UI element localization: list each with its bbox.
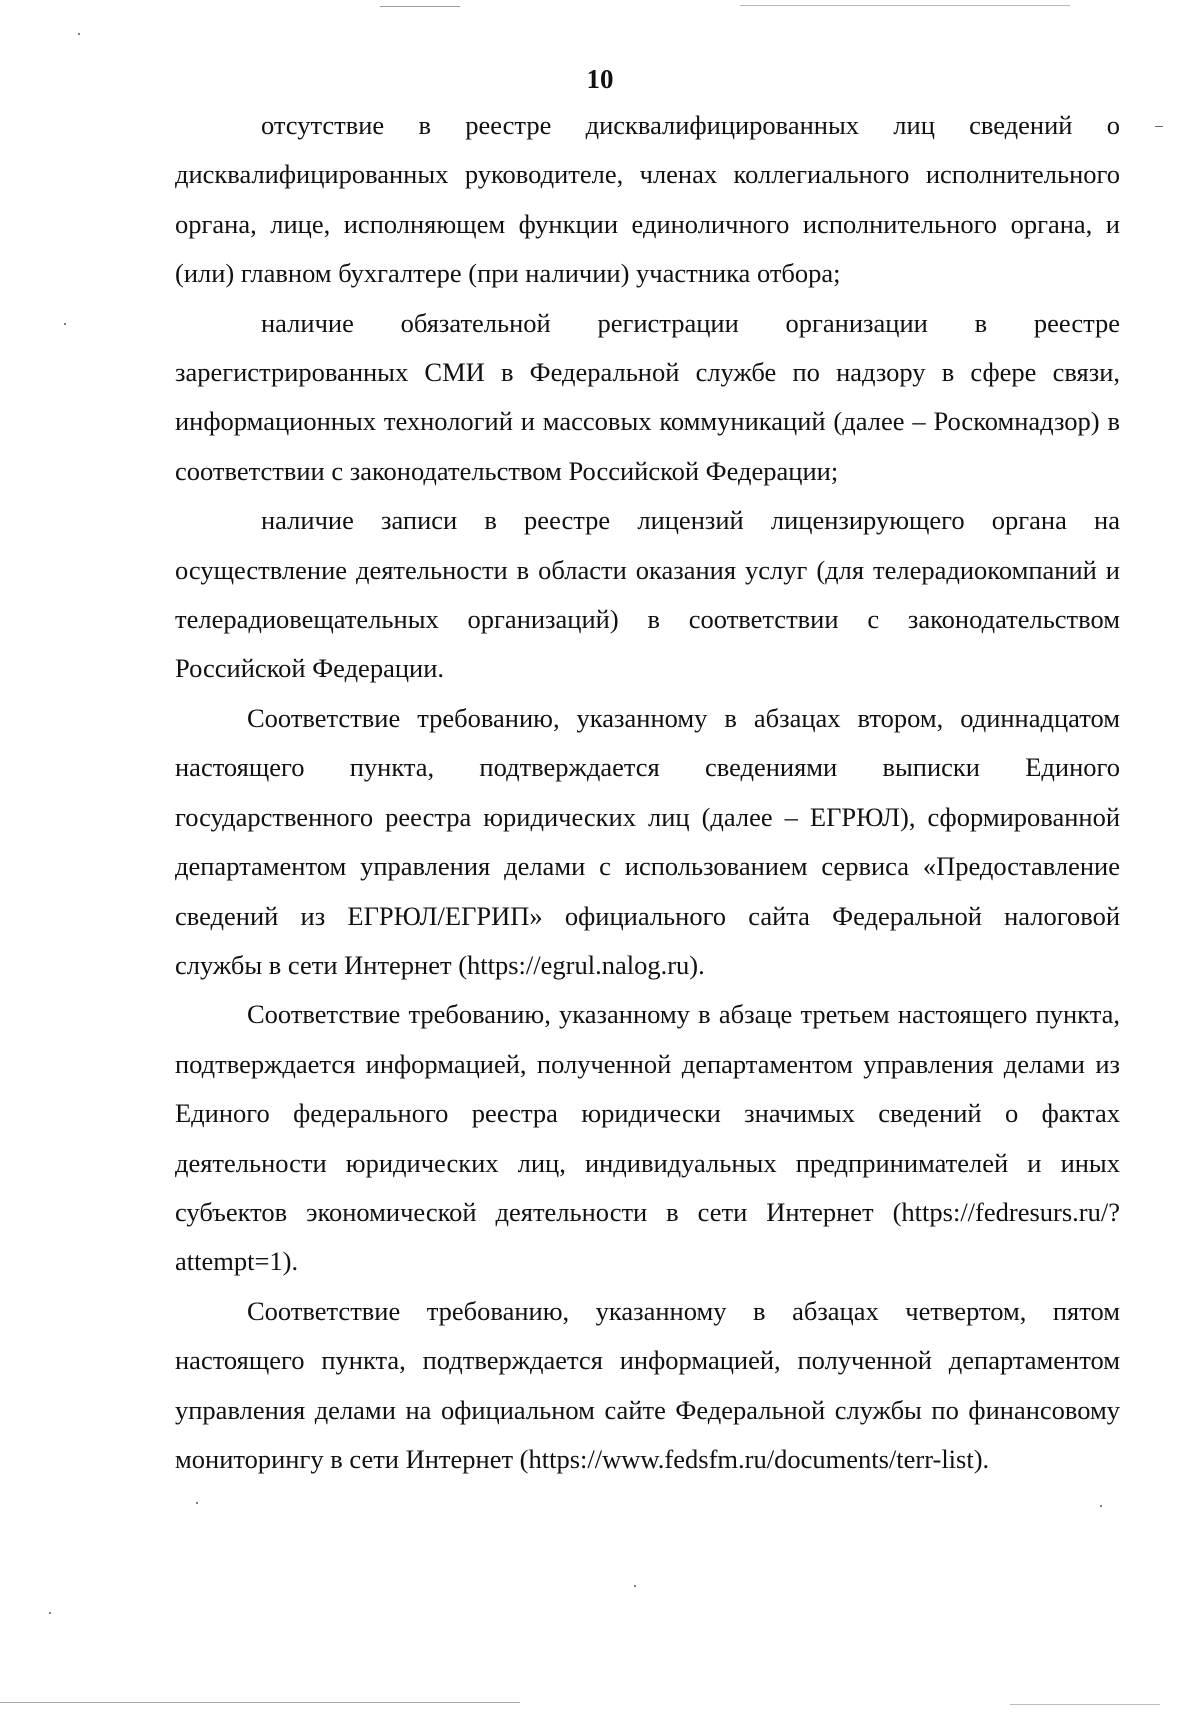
paragraph-media-registration: наличие обязательной регистрации организации в реестре зарегистрированных СМИ в Федеральной службе по надзору в сфере связи, информационных технологий и массовых коммуникаций (далее – Роскомнадзор) в соответствии с законодательством Российской Федерации; [175,307,1120,486]
document-body [175,101,1120,1484]
scan-artifact-speck [634,1585,636,1587]
paragraph-license-record: наличие записи в реестре лицензий лицензирующего органа на осуществление деятельности в области оказания услуг (для телерадиокомпаний и телерадиовещательных организаций) в соответствии с законодательством Российской Федерации. [175,505,1120,684]
scan-artifact-top-edge [740,5,1070,6]
scan-artifact-bottom-edge [1010,1704,1160,1705]
scan-artifact-speck [49,1612,51,1614]
scan-artifact-speck [196,1502,198,1504]
paragraph-disqualified-persons: отсутствие в реестре дисквалифицированных лиц сведений о дисквалифицированных руководителе, членах коллегиального исполнительного органа, лице, исполняющем функции единоличного исполнительного органа, и (или) главном бухгалтере (при наличии) участника отбора; [175,110,1120,289]
page-number: 10 [586,64,614,94]
paragraph-fedresurs-confirmation: Соответствие требованию, указанному в абзаце третьем настоящего пункта, подтверждается информацией, полученной департаментом управления делами из Единого федерального реестра юридически значимых сведений о фактах деятельности юридических лиц, индивидуальных предпринимателей и иных субъектов экономической деятельности в сети Интернет (https://fedresurs.ru/?attempt=1). [175,999,1120,1277]
scan-artifact-speck [1155,126,1163,127]
scan-artifact-top-edge [380,6,460,7]
paragraph-fedsfm-confirmation: Соответствие требованию, указанному в абзацах четвертом, пятом настоящего пункта, подтверждается информацией, полученной департаментом управления делами на официальном сайте Федеральной службы по финансовому мониторингу в сети Интернет (https://www.fedsfm.ru/documents/terr-list). [175,1295,1120,1474]
scan-artifact-speck [78,33,80,35]
paragraph-egrul-confirmation: Соответствие требованию, указанному в абзацах втором, одиннадцатом настоящего пункта, подтверждается сведениями выписки Единого государственного реестра юридических лиц (далее – ЕГРЮЛ), сформированной департаментом управления делами с использованием сервиса «Предоставление сведений из ЕГРЮЛ/ЕГРИП» официального сайта Федеральной налоговой службы в сети Интернет (https://egrul.nalog.ru). [175,702,1120,980]
scan-artifact-bottom-edge [0,1702,520,1703]
scan-artifact-speck [1100,1505,1102,1507]
scan-artifact-speck [64,323,66,325]
